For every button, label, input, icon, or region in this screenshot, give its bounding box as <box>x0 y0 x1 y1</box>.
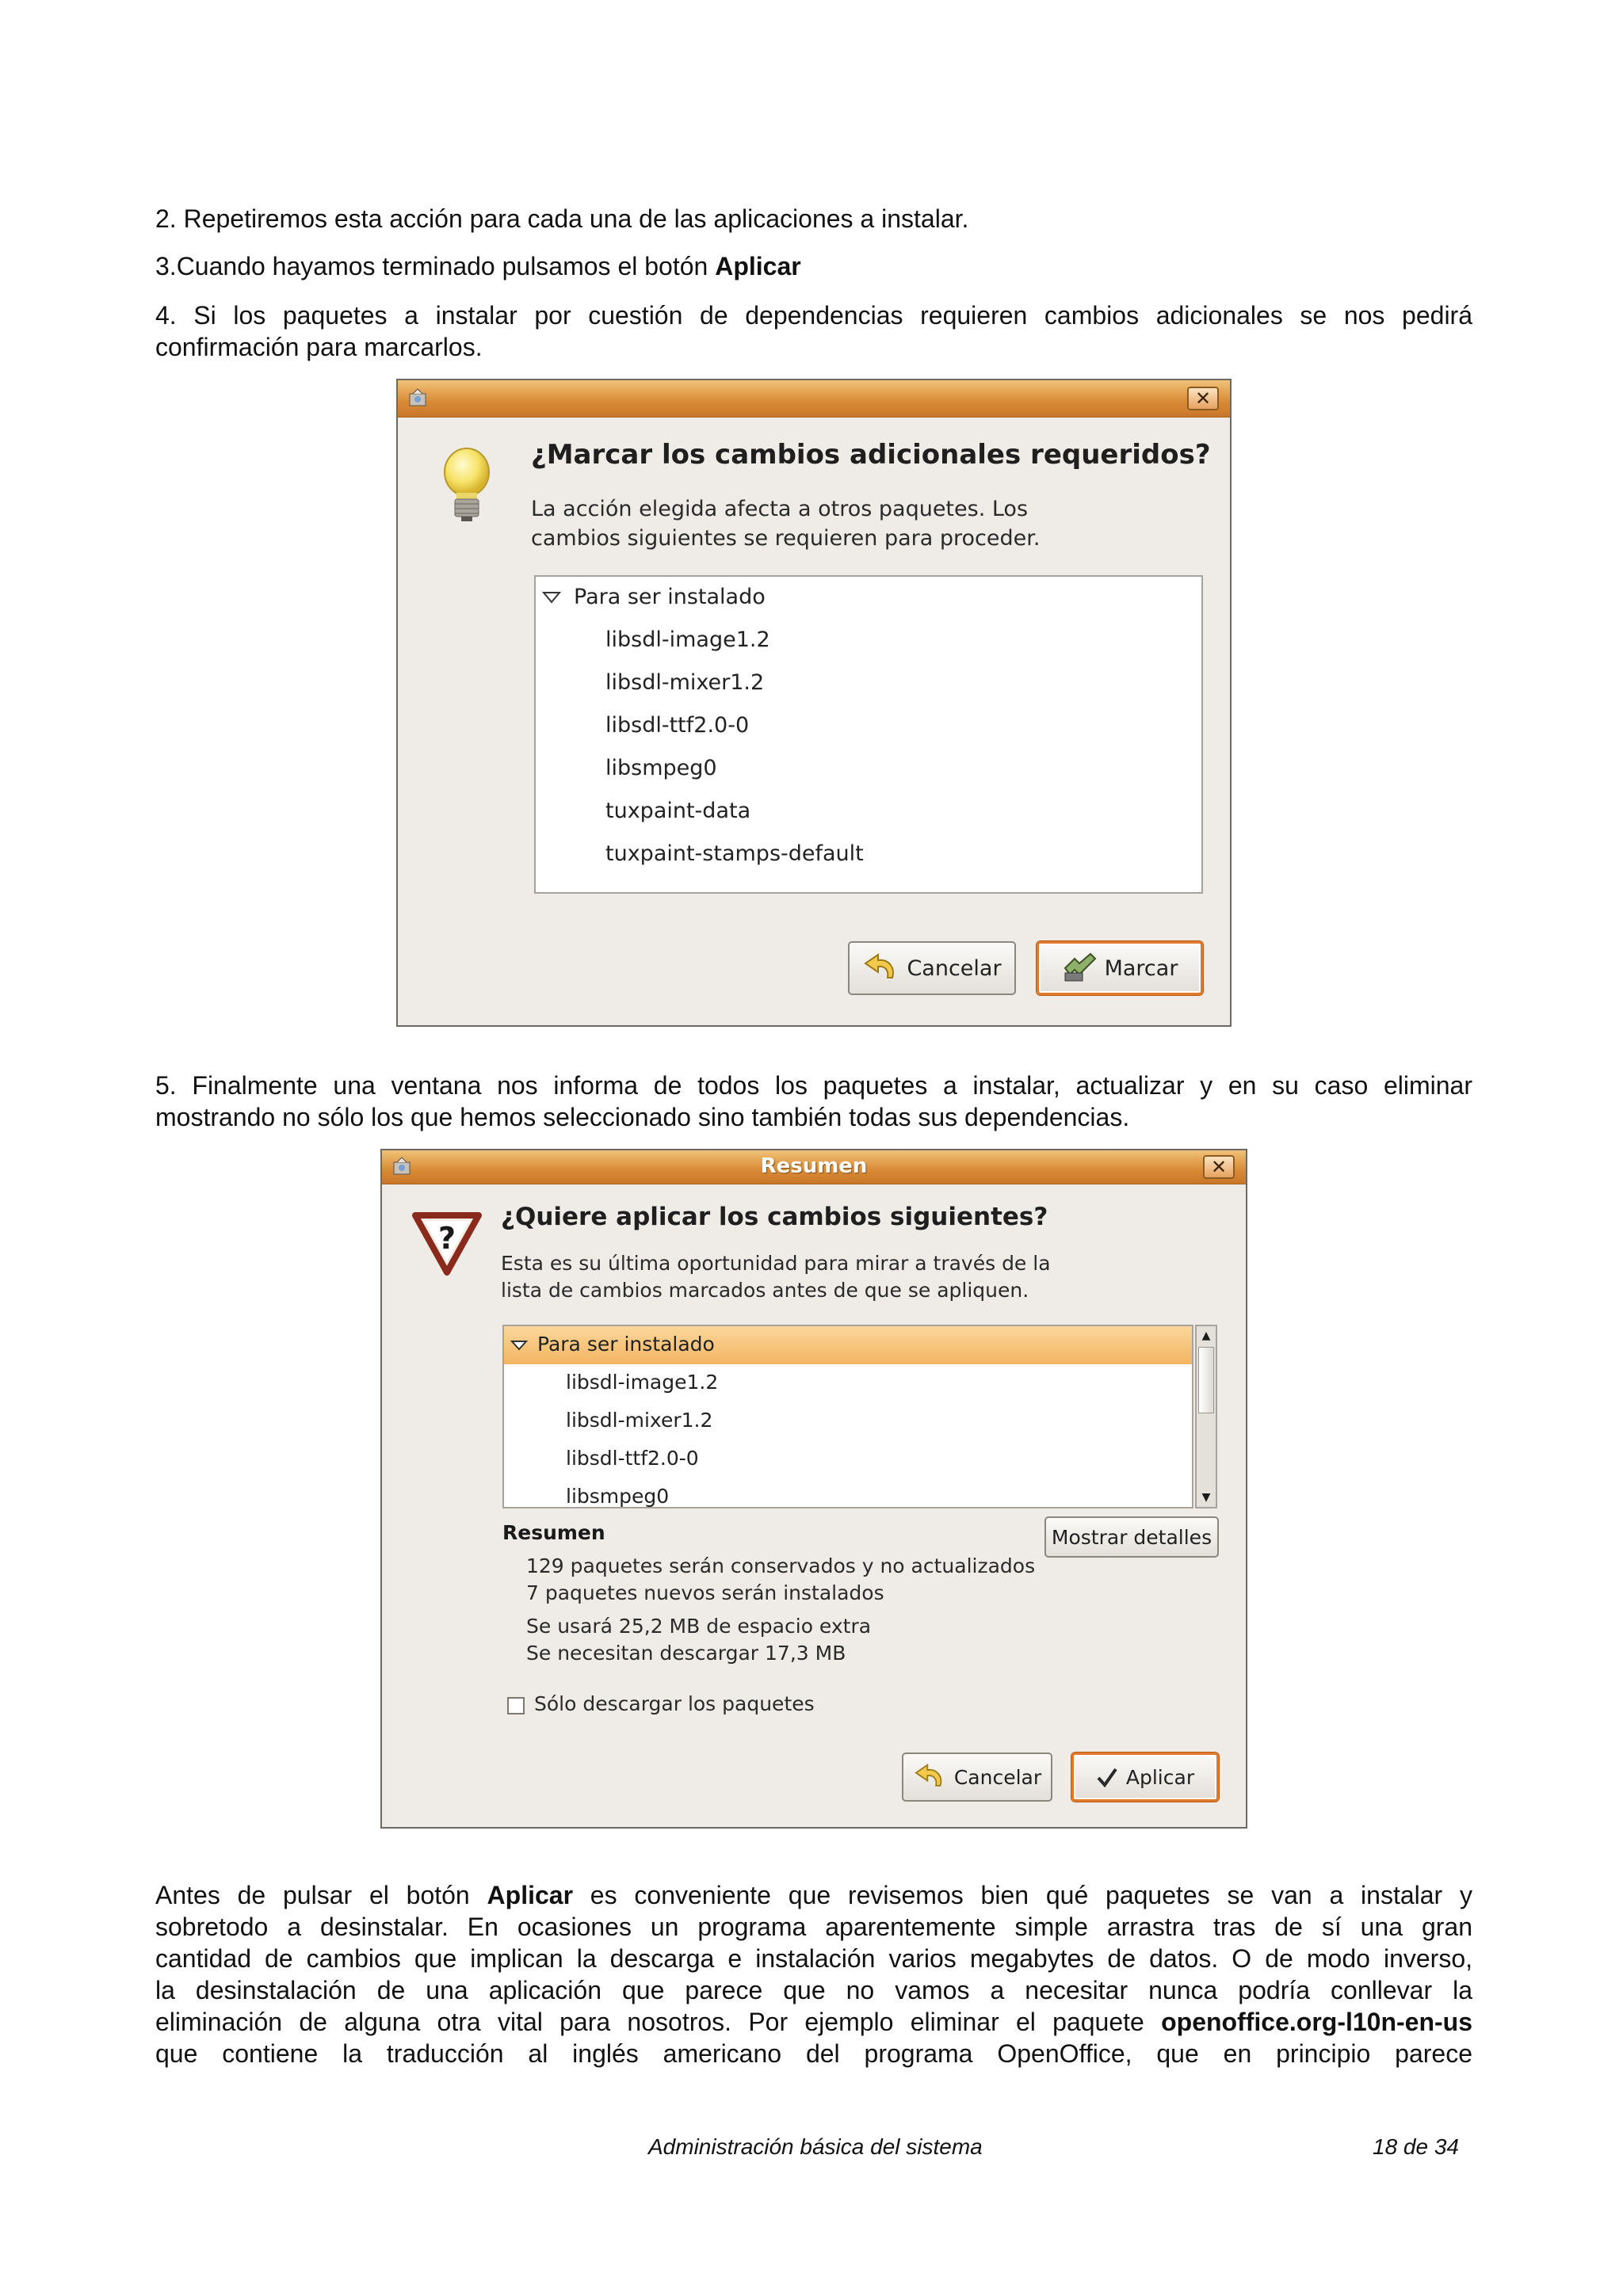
paragraph-step-3 <box>155 250 1472 282</box>
dialog-additional-changes <box>396 379 1232 1027</box>
dialog-titlebar <box>382 1150 1246 1184</box>
scroll-down-arrow[interactable]: ▼ <box>1201 1491 1211 1504</box>
list-item[interactable]: libsdl-mixer1.2 <box>605 670 765 695</box>
list-item[interactable]: libsdl-image1.2 <box>566 1371 719 1394</box>
warning-line-6: que contiene la traducción al inglés americano del programa OpenOffice, que en principio parece <box>155 2039 1472 2068</box>
warning-line-4: la desinstalación de una aplicación que parece que no vamos a necesitar nunca podría conllevar la <box>155 1976 1472 2004</box>
package-name: openoffice.org-l10n-en-us <box>1161 2008 1472 2036</box>
warning-line-5 <box>155 2006 1472 2038</box>
warning-line-3: cantidad de cambios que implican la descarga e instalación varios megabytes de datos. O de modo inverso, <box>155 1944 1472 1973</box>
warning-text: eliminación de alguna otra vital para nosotros. Por ejemplo eliminar el paquete <box>155 2008 1162 2036</box>
dialog-titlebar <box>398 380 1230 418</box>
cancel-label: Cancelar <box>953 1765 1042 1789</box>
undo-icon <box>913 1763 946 1791</box>
summary-lines <box>526 1553 1035 1667</box>
step-5-line-1: 5. Finalmente una ventana nos informa de todos los paquetes a instalar, actualizar y en su caso eliminar <box>155 1071 1472 1100</box>
checkmark-icon <box>1096 1766 1118 1788</box>
cancel-label: Cancelar <box>907 955 1002 981</box>
scrollbar[interactable] <box>1195 1325 1217 1508</box>
warning-text: es conveniente que revisemos bien qué paquetes se van a instalar y <box>573 1881 1473 1909</box>
group-label: Para ser instalado <box>537 1333 715 1356</box>
dialog-message <box>531 494 1040 553</box>
paragraph-step-2: 2. Repetiremos esta acción para cada una de las aplicaciones a instalar. <box>155 204 969 233</box>
dialog-summary <box>380 1149 1247 1829</box>
changes-list[interactable] <box>502 1325 1193 1508</box>
paragraph-step-4 <box>155 299 1472 363</box>
summary-heading: Resumen <box>502 1521 605 1544</box>
dialog-message <box>501 1250 1051 1304</box>
list-item[interactable]: libsmpeg0 <box>605 756 717 780</box>
scroll-up-arrow[interactable]: ▲ <box>1201 1329 1211 1342</box>
close-button[interactable]: ✕ <box>1203 1155 1235 1179</box>
message-line-1: La acción elegida afecta a otros paquetes. Los <box>531 497 1029 521</box>
warning-text: Antes de pulsar el botón <box>155 1881 487 1909</box>
close-button[interactable]: ✕ <box>1187 387 1219 410</box>
summary-line: 7 paquetes nuevos serán instalados <box>526 1581 884 1604</box>
step-3-bold: Aplicar <box>715 252 801 280</box>
list-item[interactable]: libsdl-ttf2.0-0 <box>605 713 750 738</box>
message-line-1: Esta es su última oportunidad para mirar a través de la <box>501 1252 1051 1275</box>
list-item[interactable]: tuxpaint-data <box>605 799 751 823</box>
dialog-title: Resumen <box>760 1154 868 1178</box>
summary-line: Se usará 25,2 MB de espacio extra <box>526 1615 872 1638</box>
download-only-label[interactable]: Sólo descargar los paquetes <box>534 1692 815 1715</box>
download-only-checkbox[interactable] <box>507 1697 525 1714</box>
show-details-label: Mostrar detalles <box>1051 1525 1212 1549</box>
changes-list[interactable] <box>534 575 1203 894</box>
mark-label: Marcar <box>1104 955 1178 981</box>
list-item[interactable]: libsdl-mixer1.2 <box>566 1409 713 1432</box>
message-line-2: cambios siguientes se requieren para proceder. <box>531 526 1041 551</box>
mark-hand-icon <box>1062 952 1097 984</box>
page-number: 18 de 34 <box>1373 2134 1459 2159</box>
step-3-text: 3.Cuando hayamos terminado pulsamos el botón <box>155 252 716 280</box>
paragraph-warning <box>155 1879 1472 2069</box>
warning-bold: Aplicar <box>487 1881 574 1909</box>
expander-down-icon[interactable] <box>510 1340 528 1351</box>
summary-line: 129 paquetes serán conservados y no actualizados <box>526 1554 1036 1577</box>
dialog-heading: ¿Quiere aplicar los cambios siguientes? <box>501 1203 1048 1231</box>
mark-button[interactable] <box>1037 941 1203 995</box>
list-item[interactable]: libsdl-ttf2.0-0 <box>566 1447 699 1470</box>
step-4-line-2: confirmación para marcarlos. <box>155 333 483 361</box>
step-5-line-2: mostrando no sólo los que hemos seleccionado sino también todas sus dependencias. <box>155 1103 1130 1131</box>
cancel-button[interactable] <box>902 1753 1052 1802</box>
step-4-line-1: 4. Si los paquetes a instalar por cuestión de dependencias requieren cambios adicionales se nos pedirá <box>155 301 1472 330</box>
apply-label: Aplicar <box>1125 1765 1195 1789</box>
list-item[interactable]: libsmpeg0 <box>566 1485 670 1508</box>
scroll-thumb[interactable] <box>1198 1347 1214 1413</box>
expander-down-icon[interactable] <box>542 591 561 604</box>
warning-line-1 <box>155 1879 1472 1911</box>
question-shield-icon <box>411 1209 483 1276</box>
svg-text:?: ? <box>437 1221 456 1256</box>
app-icon <box>407 387 428 408</box>
message-line-2: lista de cambios marcados antes de que se apliquen. <box>501 1279 1029 1302</box>
footer-title: Administración básica del sistema <box>648 2134 983 2159</box>
list-item[interactable]: tuxpaint-stamps-default <box>605 841 864 866</box>
cancel-button[interactable] <box>848 941 1016 995</box>
group-label: Para ser instalado <box>574 585 766 609</box>
lightbulb-icon <box>439 447 495 526</box>
apply-button[interactable] <box>1071 1753 1219 1802</box>
undo-icon <box>862 952 899 984</box>
warning-line-2: sobretodo a desinstalar. En ocasiones un programa aparentemente simple arrastra tras de sí una gran <box>155 1913 1472 1941</box>
dialog-heading: ¿Marcar los cambios adicionales requeridos? <box>531 439 1211 471</box>
show-details-button[interactable] <box>1044 1516 1219 1558</box>
summary-line: Se necesitan descargar 17,3 MB <box>526 1642 846 1665</box>
list-item[interactable]: libsdl-image1.2 <box>605 627 770 652</box>
paragraph-step-5 <box>155 1070 1472 1133</box>
